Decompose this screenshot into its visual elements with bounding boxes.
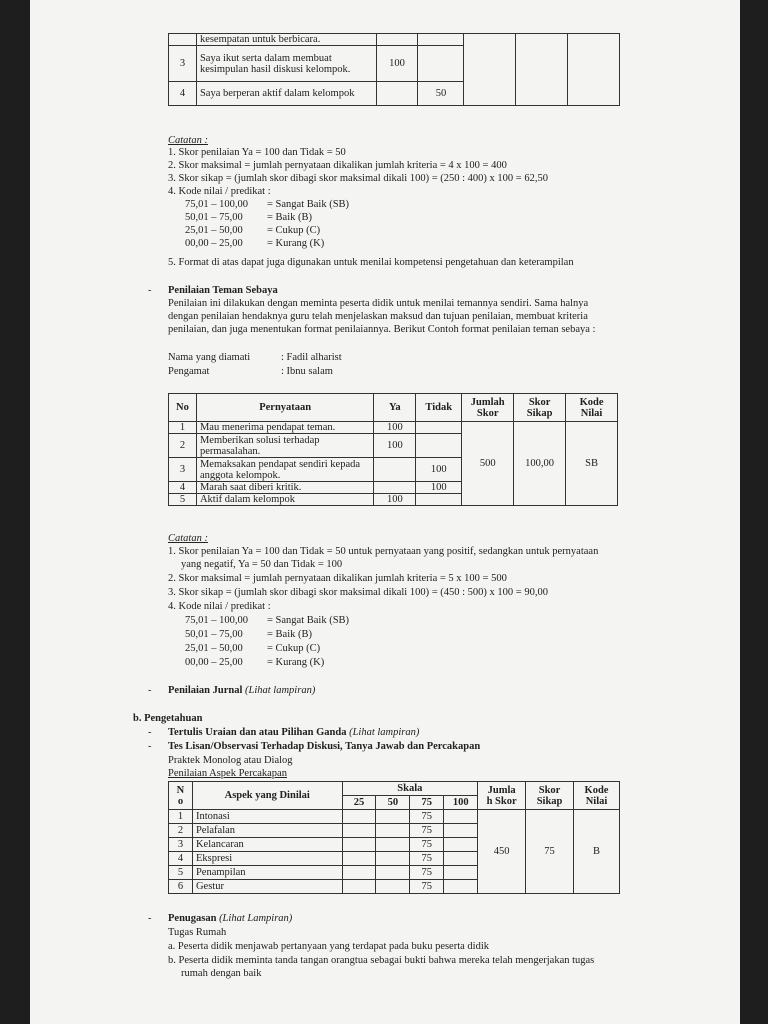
observed-value: : Fadil alharist bbox=[281, 352, 342, 363]
top-table bbox=[168, 33, 620, 106]
task-item-a: a. Peserta didik menjawab pertanyaan yang terdapat pada buku peserta didik bbox=[168, 941, 490, 952]
journal-line bbox=[168, 685, 315, 697]
notes1-item: 2. Skor maksimal = jumlah pernyataan dikalikan jumlah kriteria = 4 x 100 = 400 bbox=[168, 160, 507, 171]
row-no: 3 bbox=[169, 838, 193, 852]
row-text: Memberikan solusi terhadap permasalahan. bbox=[196, 434, 373, 458]
grade-range: 75,01 – 100,00 bbox=[185, 199, 248, 210]
notes2-item: 4. Kode nilai / predikat : bbox=[168, 601, 271, 612]
notes2-item: 1. Skor penilaian Ya = 100 dan Tidak = 50 untuk pernyataan yang positif, sedangkan untuk pernyataan bbox=[168, 546, 599, 557]
row-no: 6 bbox=[169, 880, 193, 894]
row-no: 5 bbox=[169, 866, 193, 880]
row-tidak: 100 bbox=[416, 482, 462, 494]
task-item-b: b. Peserta didik meminta tanda tangan orangtua sebagai bukti bahwa mereka telah mengerjakan tugas bbox=[168, 955, 595, 966]
row-no: 1 bbox=[169, 422, 197, 434]
row-aspek: Pelafalan bbox=[192, 824, 342, 838]
grade-range: 50,01 – 75,00 bbox=[185, 629, 243, 640]
grade-range: 00,00 – 25,00 bbox=[185, 657, 243, 668]
col-kode-nilai: Kode Nilai bbox=[566, 394, 618, 422]
peer-table bbox=[168, 393, 618, 506]
row-tidak: 50 bbox=[418, 82, 464, 106]
row-text: Memaksakan pendapat sendiri kepada anggota kelompok. bbox=[196, 458, 373, 482]
col-skala-25: 25 bbox=[342, 796, 376, 810]
bullet-dash: - bbox=[148, 913, 152, 924]
peer-para: Penilaian ini dilakukan dengan meminta peserta didik untuk menilai temannya sendiri. Sama halnya bbox=[168, 298, 589, 309]
kode-nilai: B bbox=[574, 810, 620, 894]
col-skor-sikap: Skor Sikap bbox=[526, 782, 574, 810]
grade-label: = Sangat Baik (SB) bbox=[267, 199, 350, 210]
row-aspek: Intonasi bbox=[192, 810, 342, 824]
col-no: N o bbox=[169, 782, 193, 810]
notes1-item: 1. Skor penilaian Ya = 100 dan Tidak = 50 bbox=[168, 147, 346, 158]
notes2-item: 2. Skor maksimal = jumlah pernyataan dikalikan jumlah kriteria = 5 x 100 = 500 bbox=[168, 573, 507, 584]
aspect-table bbox=[168, 781, 620, 894]
row-no: 2 bbox=[169, 824, 193, 838]
notes2-item: yang negatif, Ya = 50 dan Tidak = 100 bbox=[181, 559, 343, 570]
row-ya: 100 bbox=[376, 46, 418, 82]
observer-label: Pengamat bbox=[168, 366, 210, 377]
row-ya bbox=[374, 458, 416, 482]
row-no: 1 bbox=[169, 810, 193, 824]
row-tidak bbox=[416, 422, 462, 434]
notes1-item: 3. Skor sikap = (jumlah skor dibagi skor maksimal dikali 100) = (250 : 400) x 100 = 62,50 bbox=[168, 173, 548, 184]
practice-label: Praktek Monolog atau Dialog bbox=[168, 755, 293, 766]
row-ya: 100 bbox=[374, 422, 416, 434]
row-no: 5 bbox=[169, 494, 197, 506]
observed-label: Nama yang diamati bbox=[168, 352, 251, 363]
row-text: Mau menerima pendapat teman. bbox=[196, 422, 373, 434]
row-score-75: 75 bbox=[410, 824, 444, 838]
row-no: 3 bbox=[169, 46, 197, 82]
jumlah-skor: 450 bbox=[478, 810, 526, 894]
grade-label: = Baik (B) bbox=[267, 212, 312, 223]
kode-nilai: SB bbox=[566, 422, 618, 506]
col-tidak: Tidak bbox=[416, 394, 462, 422]
grade-label: = Cukup (C) bbox=[267, 225, 321, 236]
bullet-dash: - bbox=[148, 727, 152, 738]
table-row bbox=[169, 34, 620, 46]
col-ya: Ya bbox=[374, 394, 416, 422]
journal-label: Penilaian Jurnal bbox=[168, 685, 243, 696]
row-score-75: 75 bbox=[410, 852, 444, 866]
task-label: Penugasan bbox=[168, 913, 217, 924]
col-jumlah-skor: Jumlah Skor bbox=[462, 394, 514, 422]
task-item-b-cont: rumah dengan baik bbox=[181, 968, 262, 979]
row-tidak: 100 bbox=[416, 458, 462, 482]
notes2-item: 3. Skor sikap = (jumlah skor dibagi skor maksimal dikali 100) = (450 : 500) x 100 = 90,00 bbox=[168, 587, 548, 598]
grade-label: = Cukup (C) bbox=[267, 643, 321, 654]
row-no: 4 bbox=[169, 852, 193, 866]
notes1-item: 5. Format di atas dapat juga digunakan untuk menilai kompetensi pengetahuan dan keterampilan bbox=[168, 257, 574, 268]
row-score-75: 75 bbox=[410, 838, 444, 852]
col-skor-sikap: Skor Sikap bbox=[514, 394, 566, 422]
peer-heading: Penilaian Teman Sebaya bbox=[168, 285, 278, 296]
grade-label: = Sangat Baik (SB) bbox=[267, 615, 350, 626]
row-no: 4 bbox=[169, 82, 197, 106]
notes1-title: Catatan : bbox=[168, 135, 208, 146]
bullet-dash: - bbox=[148, 741, 152, 752]
col-pernyataan: Pernyataan bbox=[196, 394, 373, 422]
col-kode-nilai: Kode Nilai bbox=[574, 782, 620, 810]
knowledge-item1: Tertulis Uraian dan atau Pilihan Ganda (Lihat lampiran) bbox=[168, 727, 420, 738]
row-tidak bbox=[416, 494, 462, 506]
row-ya bbox=[374, 482, 416, 494]
task-note: (Lihat Lampiran) bbox=[219, 913, 293, 924]
grade-label: = Kurang (K) bbox=[267, 657, 325, 668]
journal-note: (Lihat lampiran) bbox=[245, 685, 316, 696]
jumlah-skor: 500 bbox=[462, 422, 514, 506]
task-sub: Tugas Rumah bbox=[168, 927, 227, 938]
row-no: 4 bbox=[169, 482, 197, 494]
row-aspek: Gestur bbox=[192, 880, 342, 894]
grade-label: = Kurang (K) bbox=[267, 238, 325, 249]
row-aspek: Penampilan bbox=[192, 866, 342, 880]
grade-range: 75,01 – 100,00 bbox=[185, 615, 248, 626]
row-ya: 100 bbox=[374, 494, 416, 506]
col-skala-75: 75 bbox=[410, 796, 444, 810]
row-no bbox=[169, 34, 197, 46]
row-tidak bbox=[416, 434, 462, 458]
row-score-75: 75 bbox=[410, 866, 444, 880]
col-jumlah-skor: Jumla h Skor bbox=[478, 782, 526, 810]
knowledge-item2: Tes Lisan/Observasi Terhadap Diskusi, Tanya Jawab dan Percakapan bbox=[168, 741, 481, 752]
table-row bbox=[169, 810, 620, 824]
assessment-title: Penilaian Aspek Percakapan bbox=[168, 768, 287, 779]
table-row bbox=[169, 422, 618, 434]
row-aspek: Ekspresi bbox=[192, 852, 342, 866]
row-score-75: 75 bbox=[410, 880, 444, 894]
row-text: kesempatan untuk berbicara. bbox=[196, 34, 376, 46]
row-score-75: 75 bbox=[410, 810, 444, 824]
grade-range: 25,01 – 50,00 bbox=[185, 643, 243, 654]
page-edge-left bbox=[0, 0, 30, 1024]
page-edge-right bbox=[740, 0, 768, 1024]
observer-value: : Ibnu salam bbox=[281, 366, 333, 377]
grade-range: 50,01 – 75,00 bbox=[185, 212, 243, 223]
bullet-dash: - bbox=[148, 685, 152, 696]
knowledge-heading: b. Pengetahuan bbox=[133, 713, 203, 724]
row-text: Saya ikut serta dalam membuat kesimpulan hasil diskusi kelompok. bbox=[196, 46, 376, 82]
col-skala-50: 50 bbox=[376, 796, 410, 810]
row-text: Marah saat diberi kritik. bbox=[196, 482, 373, 494]
row-text: Aktif dalam kelompok bbox=[196, 494, 373, 506]
bullet-dash: - bbox=[148, 285, 152, 296]
row-aspek: Kelancaran bbox=[192, 838, 342, 852]
col-skala-100: 100 bbox=[444, 796, 478, 810]
peer-para: penilaian, dan juga menentukan format penilaiannya. Berikut Contoh format penilaian teman sebaya : bbox=[168, 324, 596, 335]
row-ya: 100 bbox=[374, 434, 416, 458]
col-skala: Skala bbox=[342, 782, 478, 796]
grade-range: 00,00 – 25,00 bbox=[185, 238, 243, 249]
task-line bbox=[168, 913, 292, 925]
col-no: No bbox=[169, 394, 197, 422]
skor-sikap: 75 bbox=[526, 810, 574, 894]
skor-sikap: 100,00 bbox=[514, 422, 566, 506]
grade-label: = Baik (B) bbox=[267, 629, 312, 640]
col-aspek: Aspek yang Dinilai bbox=[192, 782, 342, 810]
row-no: 2 bbox=[169, 434, 197, 458]
grade-range: 25,01 – 50,00 bbox=[185, 225, 243, 236]
row-no: 3 bbox=[169, 458, 197, 482]
row-text: Saya berperan aktif dalam kelompok bbox=[196, 82, 376, 106]
notes1-item: 4. Kode nilai / predikat : bbox=[168, 186, 271, 197]
peer-para: dengan penilaian hendaknya guru telah menjelaskan maksud dan tujuan penilaian, membuat kriteria bbox=[168, 311, 588, 322]
notes2-title: Catatan : bbox=[168, 533, 208, 544]
